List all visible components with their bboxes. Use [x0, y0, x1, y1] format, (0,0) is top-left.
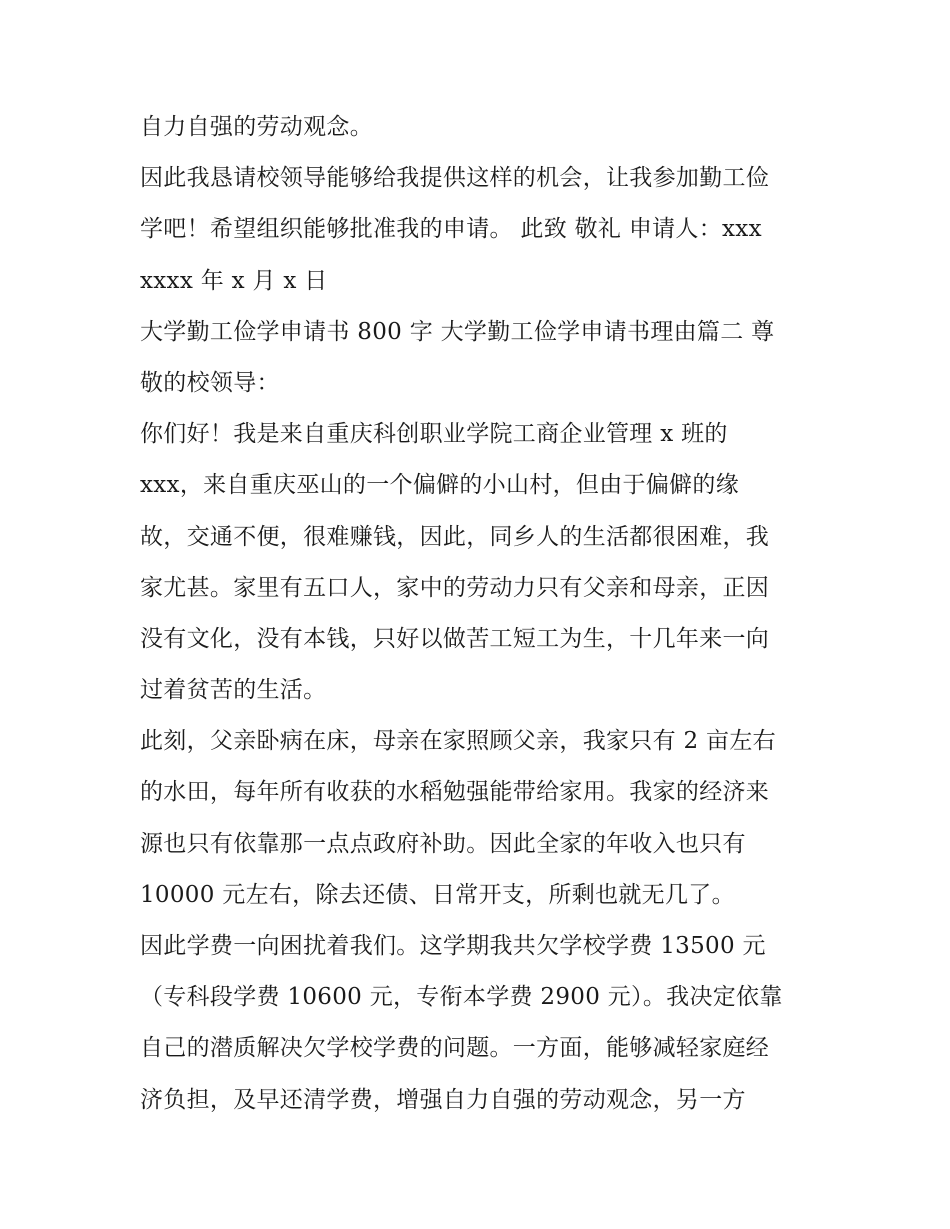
text-line: 你们好！我是来自重庆科创职业学院工商企业管理 x 班的 — [140, 421, 728, 448]
text-line: 源也只有依靠那一点点政府补助。因此全家的年收入也只有 — [140, 830, 746, 857]
text-line: 因此学费一向困扰着我们。这学期我共欠学校学费 13500 元 — [140, 933, 766, 959]
text-line: 因此我恳请校领导能够给我提供这样的机会，让我参加勤工俭 — [140, 165, 770, 192]
text-line: xxxx 年 x 月 x 日 — [140, 267, 328, 294]
text-line: 没有文化，没有本钱，只好以做苦工短工为生，十几年来一向 — [140, 625, 770, 652]
document-body — [140, 102, 820, 1126]
text-line: 学吧！希望组织能够批准我的申请。 此致 敬礼 申请人：xxx — [140, 216, 762, 243]
text-line: 10000 元左右，除去还债、日常开支，所剩也就无几了。 — [140, 881, 735, 908]
text-line: 自力自强的劳动观念。 — [140, 114, 373, 140]
text-line: 自己的潜质解决欠学校学费的问题。一方面，能够减轻家庭经 — [140, 1035, 770, 1062]
text-line: 的水田，每年所有收获的水稻勉强能带给家用。我家的经济来 — [140, 779, 770, 806]
text-line: 济负担，及早还清学费，增强自力自强的劳动观念，另一方 — [140, 1086, 746, 1113]
text-line: （专科段学费 10600 元，专衔本学费 2900 元）。我决定依靠 — [140, 984, 783, 1011]
text-line: 故，交通不便，很难赚钱，因此，同乡人的生活都很困难，我 — [140, 523, 770, 550]
text-line: 过着贫苦的生活。 — [140, 677, 327, 704]
text-line: 家尤甚。家里有五口人，家中的劳动力只有父亲和母亲，正因 — [140, 574, 770, 601]
text-line: 大学勤工俭学申请书 800 字 大学勤工俭学申请书理由篇二 尊 — [140, 318, 775, 345]
text-line: 敬的校领导： — [140, 369, 280, 396]
text-line: xxx，来自重庆巫山的一个偏僻的小山村，但由于偏僻的缘 — [140, 472, 740, 499]
text-line: 此刻，父亲卧病在床，母亲在家照顾父亲，我家只有 2 亩左右 — [140, 728, 776, 755]
